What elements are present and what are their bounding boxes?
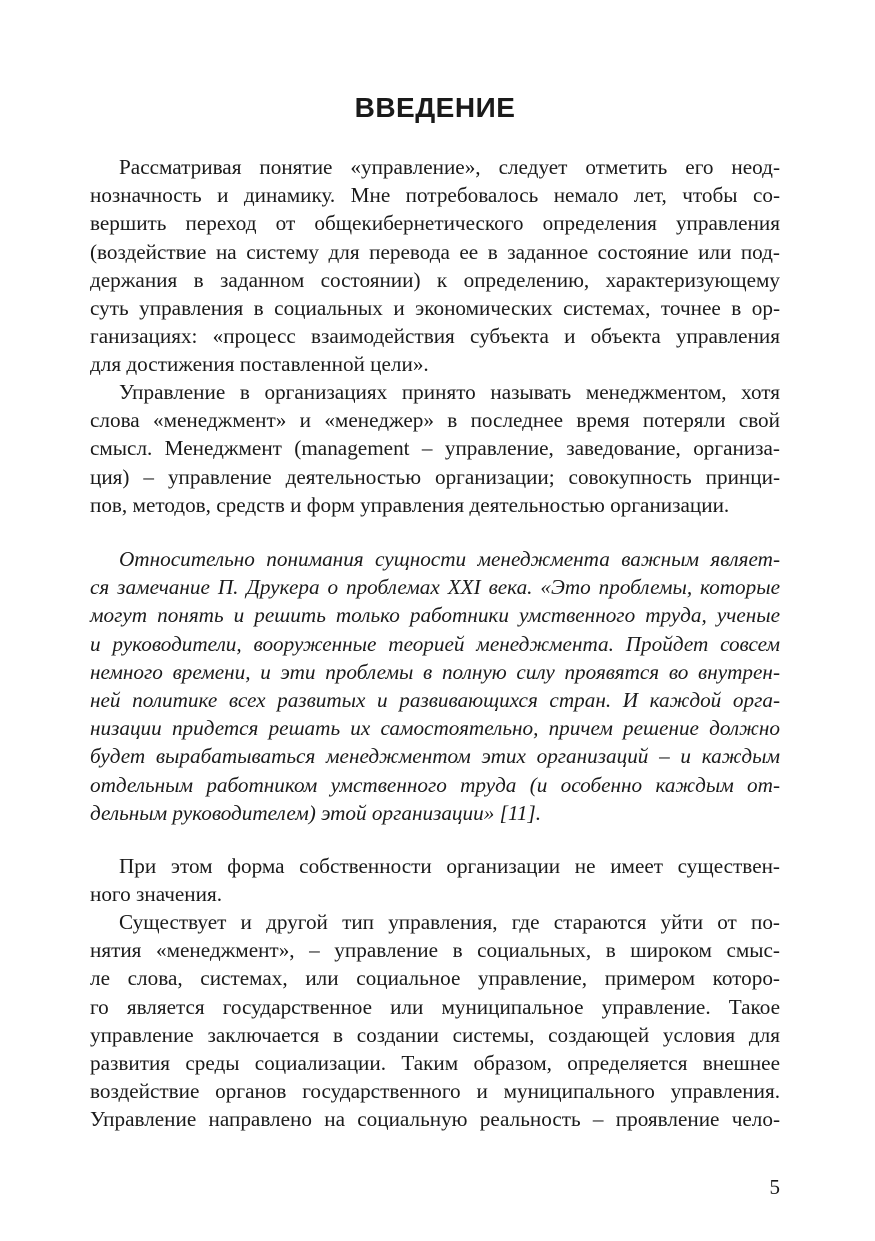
text-line: воздействие органов государственного и муниципального управления. [90,1079,780,1104]
text-line: держания в заданном состоянии) к определению, характеризующему [90,267,780,292]
text-line: слова «менеджмент» и «менеджер» в последнее время потеряли свой [90,408,780,433]
text-line: Управление направлено на социальную реальность – проявление чело- [90,1107,780,1132]
text-line: суть управления в социальных и экономических системах, точнее в ор- [90,296,780,321]
text-line: управление заключается в создании системы, создающей условия для [90,1022,780,1047]
page-number: 5 [769,1175,780,1199]
quote-paragraph [90,545,780,827]
text-line: нозначность и динамику. Мне потребовалось немало лет, чтобы со- [90,183,780,208]
text-line: для достижения поставленной цели». [90,352,429,377]
text-line: могут понять и решить только работники умственного труда, ученые [90,603,780,628]
paragraph-2 [90,378,780,519]
text-line: нятия «менеджмент», – управление в социальных, в широком смыс- [90,938,780,963]
text-line: ся замечание П. Друкера о проблемах XXI века. «Это проблемы, которые [90,575,780,600]
text-line: ного значения. [90,882,223,907]
text-line: немного времени, и эти проблемы в полную силу проявятся во внутрен- [90,659,780,684]
paragraph-1 [90,153,780,379]
text-line: (воздействие на систему для перевода ее в заданное состояние или под- [90,239,780,264]
text-line: пов, методов, средств и форм управления деятельностью организации. [90,492,730,517]
chapter-title: ВВЕДЕНИЕ [354,92,516,123]
text-line: Управление в организациях принято называть менеджментом, хотя [119,380,780,404]
text-line: дельным руководителем) этой организации» [11]. [90,800,541,825]
text-line: будет вырабатываться менеджментом этих организаций – и каждым [90,744,780,769]
text-line: и руководители, вооруженные теорией менеджмента. Пройдет совсем [90,631,780,656]
paragraph-3 [90,852,780,908]
text-line: Существует и другой тип управления, где стараются уйти от по- [119,910,780,934]
text-line: го является государственное или муниципальное управление. Такое [90,994,780,1019]
text-line: ле слова, системах, или социальное управление, примером которо- [90,966,780,991]
text-line: смысл. Менеджмент (management – управление, заведование, организа- [90,436,780,461]
paragraph-4 [90,908,780,1134]
text-line: ция) – управление деятельностью организации; совокупность принци- [90,464,780,489]
text-line: вершить переход от общекибернетического определения управления [90,211,780,236]
text-line: Относительно понимания сущности менеджмента важным являет- [119,547,780,571]
text-line: отдельным работником умственного труда (и особенно каждым от- [90,772,780,797]
text-line: развития среды социализации. Таким образом, определяется внешнее [90,1051,780,1076]
text-line: Рассматривая понятие «управление», следует отметить его неод- [119,155,780,179]
text-line: низации придется решать их самостоятельно, причем решение должно [90,716,780,741]
text-line: ганизациях: «процесс взаимодействия субъекта и объекта управления [90,324,780,349]
text-line: При этом форма собственности организации не имеет существен- [119,854,780,878]
text-line: ней политике всех развитых и развивающихся стран. И каждой орга- [90,688,780,713]
